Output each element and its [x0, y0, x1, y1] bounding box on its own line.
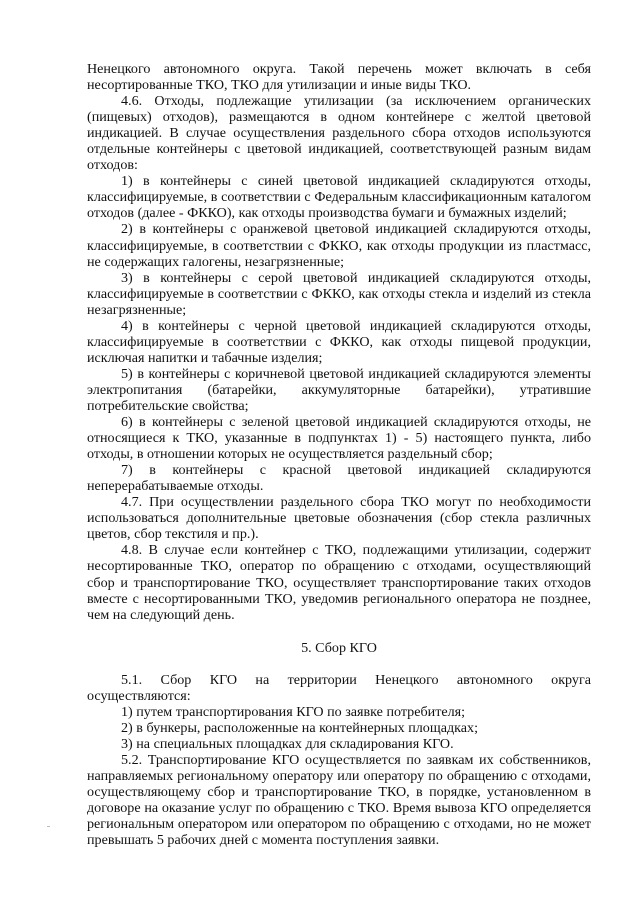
- document-body: [87, 61, 591, 848]
- section-5-heading: 5. Сбор КГО: [301, 639, 377, 656]
- paragraph-4-7: 4.7. При осуществлении раздельного сбора ТКО могут по необходимости использоваться дополнительные цветовые обозначения (сбор стекла различных цветов, сбор текстиля и пр.).: [87, 494, 591, 543]
- paragraph-4-6: 4.6. Отходы, подлежащие утилизации (за исключением органических (пищевых) отходов), размещаются в одном контейнере с желтой цветовой индикацией. В случае осуществления раздельного сбора отходов используются отдельные контейнеры с цветовой индикацией, соответствующей разным видам отходов:: [87, 93, 591, 174]
- list-item-4-6-1: 1) в контейнеры с синей цветовой индикацией складируются отходы, классифицируемые, в соответствии с Федеральным классификационным каталогом отходов (далее - ФККО), как отходы производства бумаги и бумажных изделий;: [87, 173, 591, 222]
- paragraph-5-1: 5.1. Сбор КГО на территории Ненецкого автономного округа осуществляются:: [87, 671, 591, 704]
- list-item-4-6-6: 6) в контейнеры с зеленой цветовой индикацией складируются отходы, не относящиеся к ТКО, указанные в подпунктах 1) - 5) настоящего пункта, либо отходы, в отношении которых не осуществляется раздельный сбор;: [87, 414, 591, 463]
- paragraph-5-2: 5.2. Транспортирование КГО осуществляется по заявкам их собственников, направляемых региональному оператору или оператору по обращению с отходами, осуществляющему сбор и транспортирование ТКО, в порядке, установленном в договоре на оказание услуг по обращению с ТКО. Время вывоза КГО определяется региональным оператором или оператором по обращению с отходами, но не может превышать 5 рабочих дней с момента поступления заявки.: [87, 751, 591, 849]
- list-item-5-1-3: 3) на специальных площадках для складирования КГО.: [121, 735, 454, 752]
- list-item-4-6-4: 4) в контейнеры с черной цветовой индикацией складируются отходы, классифицируемые в соответствии с ФККО, как отходы пищевой продукции, исключая напитки и табачные изделия;: [87, 317, 591, 366]
- list-item-5-1-2: 2) в бункеры, расположенные на контейнерных площадках;: [121, 719, 478, 736]
- list-item-5-1-1: 1) путем транспортирования КГО по заявке потребителя;: [121, 703, 466, 720]
- paragraph-continuation: Ненецкого автономного округа. Такой перечень может включать в себя несортированные ТКО, ТКО для утилизации и иные виды ТКО.: [87, 61, 591, 94]
- list-item-4-6-3: 3) в контейнеры с серой цветовой индикацией складируются отходы, классифицируемые в соответствии с ФККО, как отходы стекла и изделий из стекла незагрязненные;: [87, 269, 591, 318]
- list-item-4-6-5: 5) в контейнеры с коричневой цветовой индикацией складируются элементы электропитания (батарейки, аккумуляторные батарейки), утратившие потребительские свойства;: [87, 365, 591, 414]
- margin-mark: [47, 826, 50, 827]
- list-item-4-6-7: 7) в контейнеры с красной цветовой индикацией складируются неперерабатываемые отходы.: [87, 462, 591, 495]
- paragraph-4-8: 4.8. В случае если контейнер с ТКО, подлежащими утилизации, содержит несортированные ТКО, оператор по обращению с отходами, осуществляющий сбор и транспортирование ТКО, осуществляет транспортирование таких отходов вместе с несортированными ТКО, уведомив регионального оператора не позднее, чем на следующий день.: [87, 542, 591, 623]
- list-item-4-6-2: 2) в контейнеры с оранжевой цветовой индикацией складируются отходы, классифицируемые, в соответствии с ФККО, как отходы продукции из пластмасс, не содержащих галогены, незагрязненные;: [87, 221, 591, 270]
